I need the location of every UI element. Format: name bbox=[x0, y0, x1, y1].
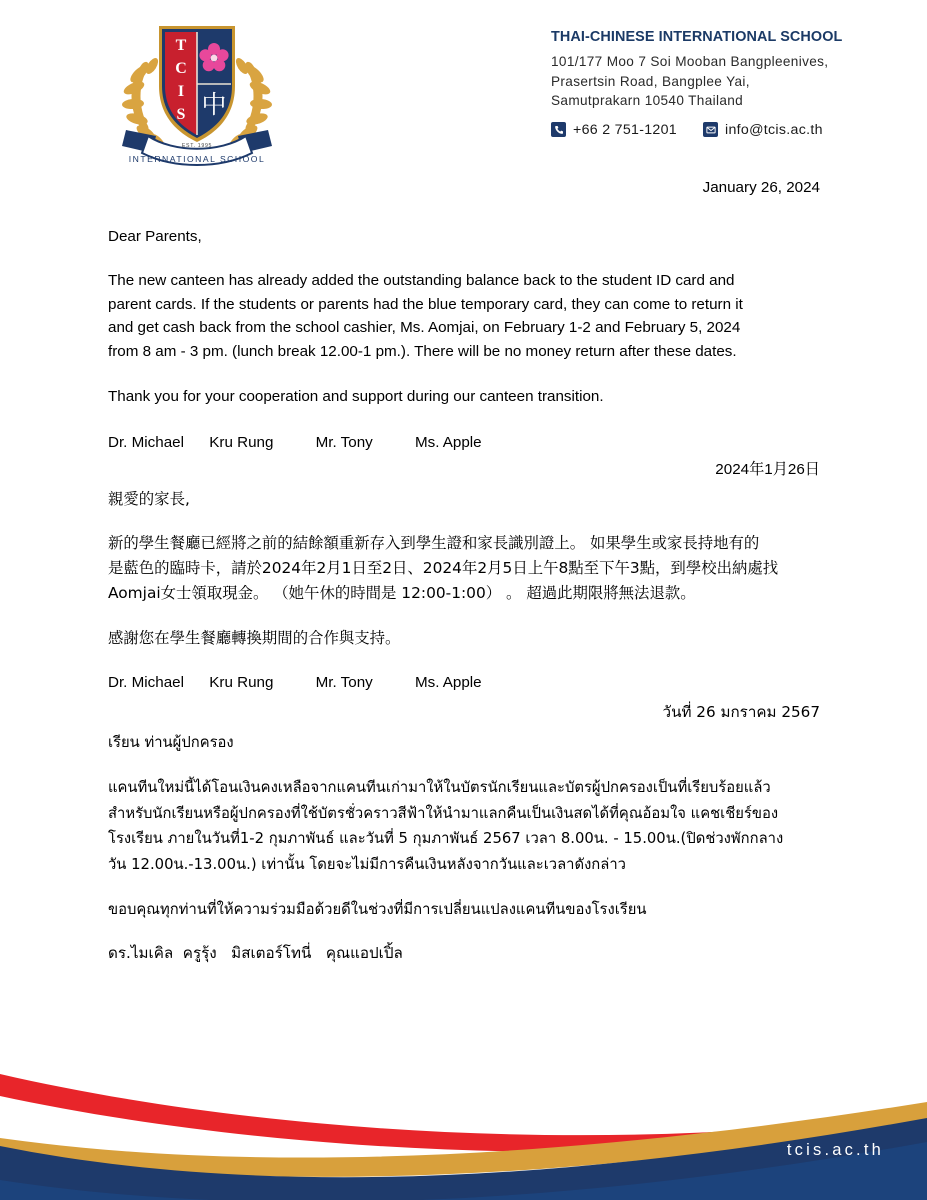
logo-letter-i: I bbox=[177, 83, 185, 100]
english-salutation: Dear Parents, bbox=[108, 227, 202, 245]
chinese-salutation: 親愛的家長, bbox=[108, 489, 190, 508]
address-line-2: Prasertsin Road, Bangplee Yai, bbox=[551, 73, 750, 89]
chinese-closing: 感謝您在學生餐廳轉換期間的合作與支持。 bbox=[108, 628, 401, 647]
logo-established: EST. 1995 bbox=[181, 143, 213, 149]
school-name: THAI-CHINESE INTERNATIONAL SCHOOL bbox=[551, 29, 843, 45]
thai-signatures: ดร.ไมเคิล ครูรุ้ง มิสเตอร์โทนี่ คุณแอปเปิ้ล bbox=[108, 943, 403, 962]
contact-row bbox=[551, 122, 891, 138]
chinese-line-1: 新的學生餐廳已經將之前的結餘額重新存入到學生證和家長識別證上。 如果學生或家長持地有的 bbox=[108, 533, 760, 552]
english-line-3: and get cash back from the school cashier, Ms. Aomjai, on February 1-2 and February 5, 2024 bbox=[108, 319, 741, 336]
thai-line-1: แคนทีนใหม่นี้ได้โอนเงินคงเหลือจากแคนทีนเก่ามาให้ในบัตรนักเรียนและบัตรผู้ปกครองเป็นที่เรียบร้อยแล้ว bbox=[108, 779, 771, 796]
phone-number: +66 2 751-1201 bbox=[573, 121, 677, 138]
footer-waves bbox=[0, 1030, 927, 1200]
address-line-3: Samutprakarn 10540 Thailand bbox=[551, 93, 744, 108]
address-line-1: 101/177 Moo 7 Soi Mooban Bangpleenives, bbox=[551, 54, 829, 69]
thai-salutation: เรียน ท่านผู้ปกครอง bbox=[108, 733, 234, 751]
school-logo bbox=[112, 12, 282, 170]
chinese-paragraph bbox=[108, 531, 820, 606]
thai-section bbox=[108, 700, 820, 966]
email-address: info@tcis.ac.th bbox=[725, 121, 823, 138]
thai-paragraph bbox=[108, 775, 820, 877]
chinese-section bbox=[108, 458, 820, 694]
thai-closing: ขอบคุณทุกท่านที่ให้ความร่วมมือด้วยดีในช่วงที่มีการเปลี่ยนแปลงแคนทีนของโรงเรียน bbox=[108, 901, 647, 918]
chinese-date: 2024年1月26日 bbox=[715, 461, 820, 478]
english-line-2: parent cards. If the students or parents had the blue temporary card, they can come to return it bbox=[108, 295, 743, 313]
english-section bbox=[108, 176, 820, 454]
english-closing: Thank you for your cooperation and support during our canteen transition. bbox=[108, 388, 604, 405]
chinese-line-3: Aomjai女士領取現金。 （她午休的時間是 12:00-1:00） 。 超過此期限將無法退款。 bbox=[108, 583, 696, 602]
website-url: tcis.ac.th bbox=[786, 1141, 884, 1159]
english-date: January 26, 2024 bbox=[702, 179, 820, 196]
thai-line-4: วัน 12.00น.-13.00น.) เท่านั้น โดยจะไม่มีการคืนเงินหลังจากวันและเวลาดังกล่าว bbox=[108, 855, 626, 873]
thai-line-3: โรงเรียน ภายในวันที่1-2 กุมภาพันธ์ และวันที่ 5 กุมภาพันธ์ 2567 เวลา 8.00น. - 15.00น.(ปิดช่วงพักกลาง bbox=[108, 830, 784, 847]
logo-letter-t: T bbox=[175, 37, 187, 54]
envelope-icon bbox=[703, 122, 718, 137]
chinese-line-2: 是藍色的臨時卡，請於2024年2月1日至2日、2024年2月5日上午8點至下午3點，到學校出納處找 bbox=[108, 558, 779, 577]
logo-letter-c: C bbox=[175, 60, 187, 77]
english-line-1: The new canteen has already added the outstanding balance back to the student ID card and bbox=[108, 272, 735, 289]
phone-icon bbox=[551, 122, 566, 137]
english-signatures: Dr. Michael Kru Rung Mr. Tony Ms. Apple bbox=[108, 433, 482, 451]
logo-chinese-char: 中 bbox=[201, 90, 227, 119]
school-address bbox=[551, 52, 891, 111]
logo-letter-s: S bbox=[176, 106, 186, 123]
letterhead bbox=[0, 0, 927, 175]
thai-line-2: สำหรับนักเรียนหรือผู้ปกครองที่ใช้บัตรชั่วคราวสีฟ้าให้นำมาแลกคืนเป็นเงินสดได้ที่คุณอ้อมใจ แคชเชียร์ของ bbox=[108, 804, 779, 822]
english-paragraph bbox=[108, 269, 820, 363]
logo-banner-text: INTERNATIONAL SCHOOL bbox=[128, 154, 266, 164]
school-contact-block bbox=[551, 29, 891, 138]
thai-date: วันที่ 26 มกราคม 2567 bbox=[662, 703, 820, 721]
english-line-4: from 8 am - 3 pm. (lunch break 12.00-1 pm.). There will be no money return after these dates. bbox=[108, 342, 737, 360]
chinese-signatures: Dr. Michael Kru Rung Mr. Tony Ms. Apple bbox=[108, 673, 482, 691]
